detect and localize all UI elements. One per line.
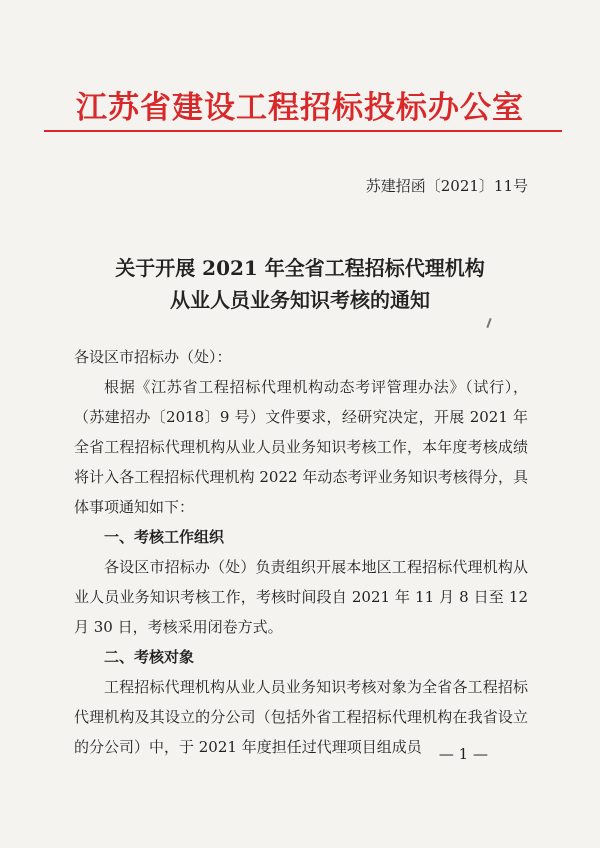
- pen-mark: [486, 318, 491, 328]
- red-divider-line: [44, 130, 562, 132]
- document-body: [74, 342, 528, 762]
- section-2-heading: 二、考核对象: [104, 648, 195, 666]
- salutation: 各设区市招标办（处）：: [74, 348, 232, 366]
- document-title-line-2: 从业人员业务知识考核的通知: [170, 288, 430, 312]
- document-title-line-1: 关于开展 2021 年全省工程招标代理机构: [115, 256, 485, 280]
- document-title: [0, 252, 600, 316]
- section-1-paragraph: 各设区市招标办（处）负责组织开展本地区工程招标代理机构从业人员业务知识考核工作，考核时间段自 2021 年 11 月 8 日至 12 月 30 日，考核采用闭卷方式。: [74, 558, 528, 636]
- page-number: — 1 —: [438, 745, 488, 763]
- section-2-paragraph: 工程招标代理机构从业人员业务知识考核对象为全省各工程招标代理机构及其设立的分公司（包括外省工程招标代理机构在我省设立的分公司）中，于 2021 年度担任过代理项目组成员: [74, 678, 528, 756]
- section-1-heading: 一、考核工作组织: [104, 528, 225, 546]
- issuer-header: 江苏省建设工程招标投标办公室: [76, 90, 524, 126]
- intro-paragraph: 根据《江苏省工程招标代理机构动态考评管理办法》（试行），（苏建招办〔2018〕9 号）文件要求，经研究决定，开展 2021 年全省工程招标代理机构从业人员业务知识考核工作，本年度考核成绩将计入各工程招标代理机构 2022 年动态考评业务知识考核得分，具体事项通知如下：: [74, 378, 528, 516]
- document-number: 苏建招函〔2021〕11号: [365, 177, 528, 195]
